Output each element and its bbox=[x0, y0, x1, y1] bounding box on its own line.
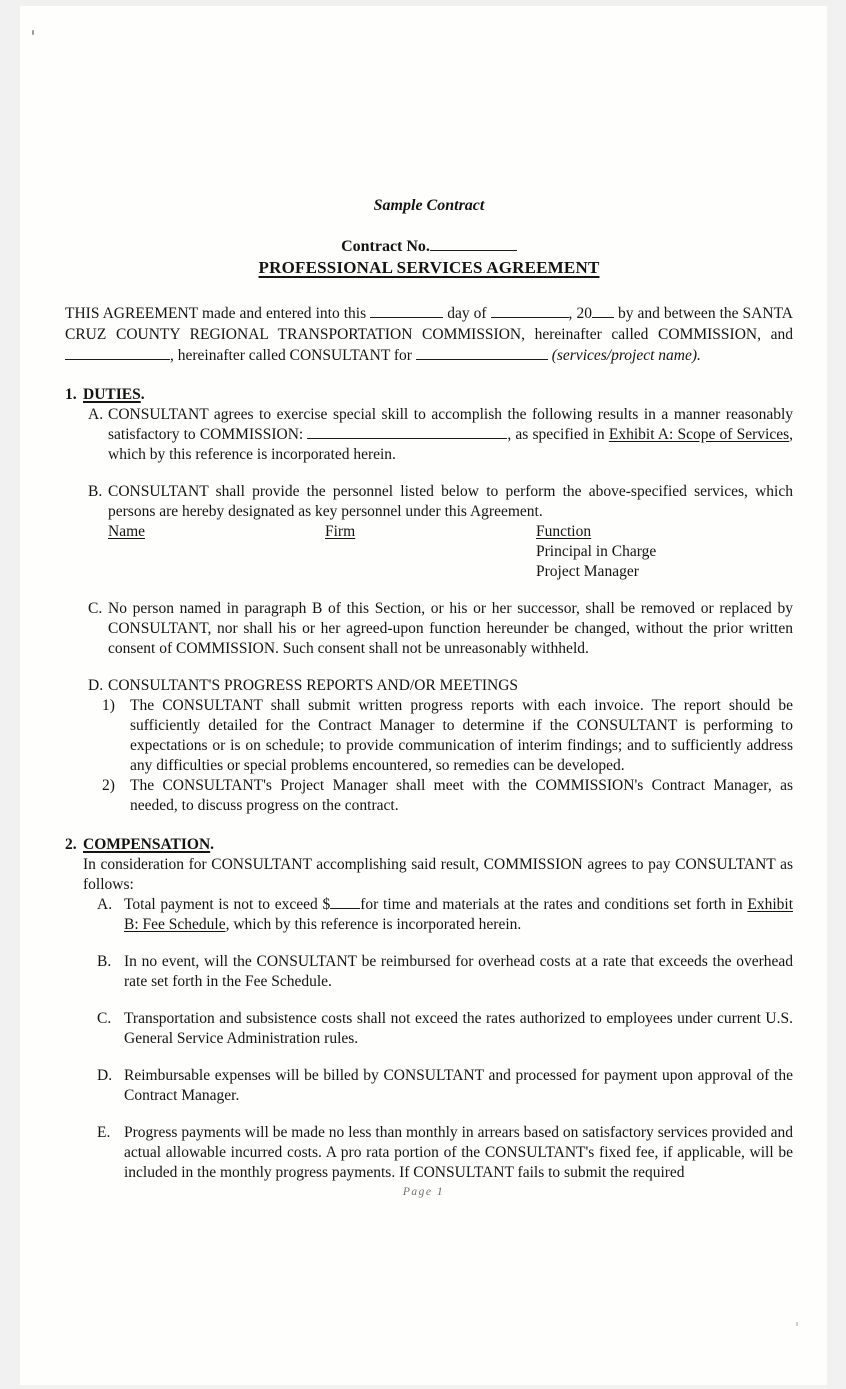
section-title-compensation bbox=[83, 835, 793, 855]
item-text-segment: for time and materials at the rates and conditions set forth in bbox=[360, 896, 748, 913]
section-title-text: COMPENSATION bbox=[83, 836, 211, 853]
amount-blank bbox=[330, 895, 360, 909]
progress-reports-heading: CONSULTANT'S PROGRESS REPORTS AND/OR MEETINGS bbox=[108, 677, 519, 694]
column-header-name: Name bbox=[108, 523, 146, 540]
year-blank bbox=[592, 304, 614, 318]
item-1b bbox=[88, 482, 793, 582]
contract-number-line bbox=[65, 237, 793, 257]
agreement-intro-paragraph bbox=[65, 303, 793, 366]
key-personnel-table bbox=[108, 522, 793, 582]
section-compensation bbox=[65, 835, 793, 1183]
services-project-name-hint: (services/project name). bbox=[551, 347, 701, 364]
subitem-1d1 bbox=[102, 696, 793, 776]
intro-text: , 20 bbox=[568, 305, 592, 322]
doc-type-label: Sample Contract bbox=[373, 197, 485, 214]
item-text-segment: Total payment is not to exceed $ bbox=[124, 896, 331, 913]
item-text-segment: , which by this reference is incorporated herein. bbox=[108, 426, 793, 463]
subitem-text: The CONSULTANT's Project Manager shall meet with the COMMISSION's Contract Manager, as needed, to discuss progress on the contract. bbox=[130, 777, 793, 814]
item-1b-text bbox=[108, 482, 793, 582]
item-2d-text: Reimbursable expenses will be billed by CONSULTANT and processed for payment upon approval of the Contract Manager. bbox=[124, 1067, 793, 1104]
compensation-intro: In consideration for CONSULTANT accomplishing said result, COMMISSION agrees to pay CONSULTANT as follows: bbox=[83, 856, 793, 893]
item-2b bbox=[97, 952, 793, 992]
section-number: 2. bbox=[65, 836, 77, 853]
contract-no-label: Contract No. bbox=[341, 238, 430, 255]
column-header-function: Function bbox=[536, 523, 592, 540]
function-cell: Principal in Charge bbox=[536, 543, 657, 560]
item-label: D. bbox=[88, 677, 104, 694]
table-row bbox=[108, 562, 793, 582]
item-2e bbox=[97, 1123, 793, 1183]
item-text-segment: , which by this reference is incorporated herein. bbox=[225, 916, 522, 933]
intro-text: day of bbox=[447, 305, 487, 322]
exhibit-a-reference: Exhibit A: Scope of Services bbox=[608, 426, 790, 443]
page-number: Page 1 bbox=[402, 1186, 445, 1198]
scan-artifact-speck bbox=[796, 1322, 798, 1326]
subitem-1d2 bbox=[102, 776, 793, 816]
table-row bbox=[108, 542, 793, 562]
section-title-period: . bbox=[140, 386, 145, 403]
item-text-segment: CONSULTANT shall provide the personnel listed below to perform the above-specified services, which persons are hereby designated as key personnel under this Agreement. bbox=[108, 483, 793, 520]
item-label: B. bbox=[97, 953, 112, 970]
section-number: 1. bbox=[65, 386, 77, 403]
item-text-segment: , as specified in bbox=[507, 426, 609, 443]
item-label: A. bbox=[88, 406, 104, 423]
item-label: C. bbox=[97, 1010, 112, 1027]
section-title-duties bbox=[83, 385, 793, 405]
item-2b-text: In no event, will the CONSULTANT be reimbursed for overhead costs at a rate that exceeds the overhead rate set forth in the Fee Schedule. bbox=[124, 953, 793, 990]
column-header-firm: Firm bbox=[325, 523, 356, 540]
item-label: D. bbox=[97, 1067, 113, 1084]
item-2c bbox=[97, 1009, 793, 1049]
item-1c-text: No person named in paragraph B of this Section, or his or her successor, shall be removed or replaced by CONSULTANT, nor shall his or her agreed-upon function hereunder be changed, without the prior written consent of COMMISSION. Such consent shall not be unreasonably withheld. bbox=[108, 600, 793, 657]
exhibit-b-reference: Exhibit B: Fee Schedule bbox=[124, 896, 793, 933]
results-blank bbox=[307, 425, 507, 439]
scan-artifact-speck bbox=[32, 30, 34, 35]
subitem-text: The CONSULTANT shall submit written progress reports with each invoice. The report should be sufficiently detailed for the Contract Manager to determine if the CONSULTANT is performing to expectations or is on schedule; to provide communication of interim findings; and to sufficiently address any difficulties or special problems encountered, so remedies can be developed. bbox=[130, 697, 793, 774]
section-title-period: . bbox=[210, 836, 215, 853]
item-text-segment: CONSULTANT agrees to exercise special skill to accomplish the following results in a manner reasonably satisfactory to COMMISSION: bbox=[108, 406, 793, 443]
section-title-text: DUTIES bbox=[83, 386, 141, 403]
intro-text: by and between the SANTA CRUZ COUNTY REGIONAL TRANSPORTATION COMMISSION, hereinafter called COMMISSION, and bbox=[65, 305, 793, 343]
intro-text: THIS AGREEMENT made and entered into this bbox=[65, 305, 367, 322]
function-cell: Project Manager bbox=[536, 563, 639, 580]
item-2a-text bbox=[124, 895, 793, 935]
subitem-label: 1) bbox=[102, 697, 115, 714]
subitem-label: 2) bbox=[102, 777, 115, 794]
item-1d bbox=[88, 676, 793, 816]
table-header-row bbox=[108, 522, 793, 542]
item-2e-text: Progress payments will be made no less than monthly in arrears based on satisfactory services provided and actual allowable incurred costs. A pro rata portion of the CONSULTANT's fixed fee, if applicable, will be included in the monthly progress payments. If CONSULTANT fails to submit the required bbox=[124, 1124, 793, 1181]
contract-number-blank bbox=[430, 237, 517, 251]
item-2c-text: Transportation and subsistence costs shall not exceed the rates authorized to employees under current U.S. General Service Administration rules. bbox=[124, 1010, 793, 1047]
item-label: B. bbox=[88, 483, 103, 500]
item-label: A. bbox=[97, 896, 113, 913]
consultant-name-blank bbox=[65, 346, 170, 360]
item-1a-text bbox=[108, 405, 793, 465]
item-label: C. bbox=[88, 600, 103, 617]
contract-page bbox=[20, 6, 827, 1385]
item-2d bbox=[97, 1066, 793, 1106]
services-blank bbox=[416, 346, 548, 360]
day-blank bbox=[370, 304, 443, 318]
item-1a bbox=[88, 405, 793, 465]
item-1c bbox=[88, 599, 793, 659]
section-duties bbox=[65, 385, 793, 816]
item-label: E. bbox=[97, 1124, 111, 1141]
month-blank bbox=[491, 304, 569, 318]
item-2a bbox=[97, 895, 793, 935]
intro-text: , hereinafter called CONSULTANT for bbox=[170, 347, 412, 364]
item-1d-text bbox=[102, 676, 793, 816]
document-title: PROFESSIONAL SERVICES AGREEMENT bbox=[258, 258, 600, 277]
